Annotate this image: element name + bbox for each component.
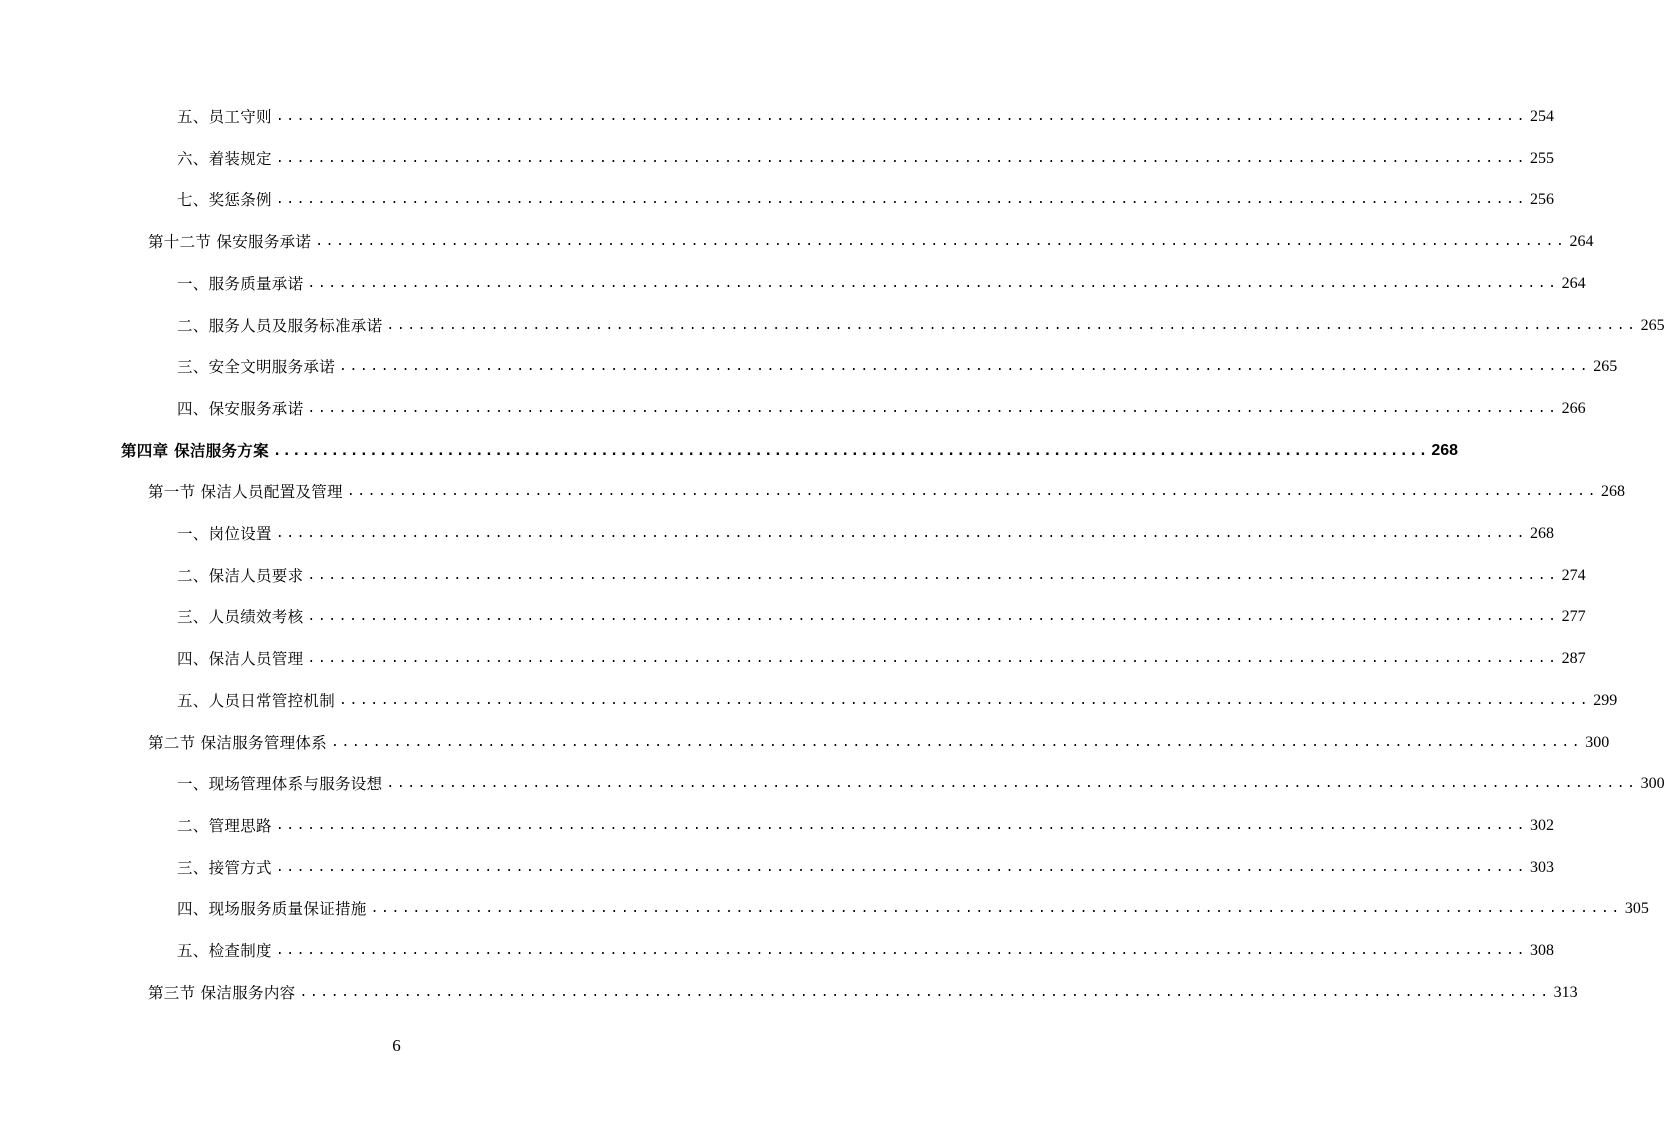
toc-item-entry[interactable] xyxy=(177,145,1555,169)
toc-item-entry[interactable] xyxy=(177,562,1586,586)
toc-entry-page: 268 xyxy=(1530,525,1555,542)
toc-dot-leader: ........................................................................................................................ xyxy=(339,692,1591,708)
toc-item-entry[interactable] xyxy=(177,270,1586,294)
toc-dot-leader: ........................................................................................................................ xyxy=(299,984,1551,1000)
toc-dot-leader: ........................................................................................................................ xyxy=(275,192,1528,208)
toc-item-entry[interactable] xyxy=(177,312,1665,336)
toc-entry-title: 第四章 保洁服务方案 xyxy=(121,440,269,460)
toc-entry-title: 五、人员日常管控机制 xyxy=(177,691,336,710)
toc-item-entry[interactable] xyxy=(177,770,1665,794)
toc-entry-page: 264 xyxy=(1569,233,1594,251)
toc-entry-page: 265 xyxy=(1640,316,1665,334)
toc-item-entry[interactable] xyxy=(177,103,1555,127)
toc-entry-page: 299 xyxy=(1593,691,1618,709)
toc-entry-page: 303 xyxy=(1530,858,1555,876)
toc-entry-title: 二、保洁人员要求 xyxy=(177,566,304,585)
toc-entry-page: 308 xyxy=(1530,942,1555,959)
toc-entry-title: 第二节 保洁服务管理体系 xyxy=(148,733,328,752)
toc-item-entry[interactable] xyxy=(177,895,1649,919)
toc-section-entry[interactable] xyxy=(148,979,1578,1003)
toc-entry-page: 268 xyxy=(1431,441,1459,459)
toc-entry-page: 300 xyxy=(1640,775,1665,793)
toc-dot-leader: ........................................................................................................................ xyxy=(315,234,1567,250)
toc-item-entry[interactable] xyxy=(177,645,1586,669)
toc-chapter-entry[interactable] xyxy=(121,437,1459,461)
toc-dot-leader: ........................................................................................................................ xyxy=(346,484,1599,500)
toc-section-entry[interactable] xyxy=(148,228,1594,252)
toc-entry-title: 四、现场服务质量保证措施 xyxy=(177,900,367,919)
page-number: 6 xyxy=(392,1036,401,1055)
toc-item-entry[interactable] xyxy=(177,603,1586,627)
toc-dot-leader: ........................................................................................................................ xyxy=(386,776,1638,792)
toc-entry-title: 三、安全文明服务承诺 xyxy=(177,358,336,377)
toc-entry-page: 300 xyxy=(1585,733,1610,751)
toc-item-entry[interactable] xyxy=(177,395,1586,419)
toc-entry-title: 第三节 保洁服务内容 xyxy=(148,983,296,1002)
toc-dot-leader: ........................................................................................................................ xyxy=(275,859,1528,875)
toc-entry-title: 五、员工守则 xyxy=(177,108,272,126)
toc-item-entry[interactable] xyxy=(177,520,1555,544)
toc-dot-leader: ........................................................................................................................ xyxy=(272,442,1429,459)
toc-entry-page: 256 xyxy=(1530,191,1555,209)
toc-entry-page: 265 xyxy=(1593,358,1618,376)
toc-entry-title: 三、接管方式 xyxy=(177,858,272,877)
toc-entry-title: 四、保安服务承诺 xyxy=(177,399,304,418)
toc-entry-page: 313 xyxy=(1553,983,1578,1001)
toc-section-entry[interactable] xyxy=(148,478,1626,502)
toc-item-entry[interactable] xyxy=(177,937,1555,961)
toc-item-entry[interactable] xyxy=(177,186,1555,210)
toc-entry-title: 四、保洁人员管理 xyxy=(177,650,304,669)
toc-entry-page: 255 xyxy=(1530,149,1555,167)
toc-entry-title: 二、服务人员及服务标准承诺 xyxy=(177,316,383,335)
toc-entry-title: 一、服务质量承诺 xyxy=(177,274,304,293)
toc-dot-leader: ........................................................................................................................ xyxy=(339,359,1591,375)
toc-dot-leader: ........................................................................................................................ xyxy=(370,901,1622,917)
toc-dot-leader: ........................................................................................................................ xyxy=(275,817,1528,833)
toc-item-entry[interactable] xyxy=(177,687,1618,711)
toc-entry-title: 五、检查制度 xyxy=(177,942,272,960)
toc-entry-title: 二、管理思路 xyxy=(177,816,272,835)
toc-entry-page: 274 xyxy=(1561,566,1586,584)
toc-item-entry[interactable] xyxy=(177,812,1555,836)
toc-entry-title: 七、奖惩条例 xyxy=(177,191,272,210)
toc-entry-title: 六、着装规定 xyxy=(177,149,272,168)
toc-dot-leader: ........................................................................................................................ xyxy=(331,734,1583,750)
toc-entry-title: 一、岗位设置 xyxy=(177,525,272,543)
toc-entry-page: 254 xyxy=(1530,108,1555,125)
toc-entry-page: 305 xyxy=(1624,900,1649,918)
toc-entry-title: 第一节 保洁人员配置及管理 xyxy=(148,483,343,502)
toc-dot-leader: ........................................................................................................................ xyxy=(307,609,1559,625)
toc-entry-page: 264 xyxy=(1561,274,1586,292)
toc-dot-leader: ........................................................................................................................ xyxy=(275,109,1528,124)
toc-dot-leader: ........................................................................................................................ xyxy=(386,317,1638,333)
toc-dot-leader: ........................................................................................................................ xyxy=(275,526,1528,541)
toc-dot-leader: ........................................................................................................................ xyxy=(275,943,1528,958)
toc-dot-leader: ........................................................................................................................ xyxy=(275,150,1528,166)
toc-item-entry[interactable] xyxy=(177,854,1555,878)
toc-dot-leader: ........................................................................................................................ xyxy=(307,400,1559,416)
toc-dot-leader: ........................................................................................................................ xyxy=(307,567,1559,583)
toc-entry-title: 第十二节 保安服务承诺 xyxy=(148,233,312,252)
toc-entry-title: 一、现场管理体系与服务设想 xyxy=(177,775,383,794)
toc-entry-page: 266 xyxy=(1561,399,1586,417)
toc-dot-leader: ........................................................................................................................ xyxy=(307,651,1559,667)
toc-dot-leader: ........................................................................................................................ xyxy=(307,275,1559,291)
toc-entry-page: 302 xyxy=(1530,816,1555,834)
toc-entry-page: 287 xyxy=(1561,650,1586,668)
toc-section-entry[interactable] xyxy=(148,729,1610,753)
toc-entry-title: 三、人员绩效考核 xyxy=(177,608,304,627)
toc-entry-page: 268 xyxy=(1601,483,1626,501)
toc-item-entry[interactable] xyxy=(177,353,1618,377)
toc-entry-page: 277 xyxy=(1561,608,1586,626)
